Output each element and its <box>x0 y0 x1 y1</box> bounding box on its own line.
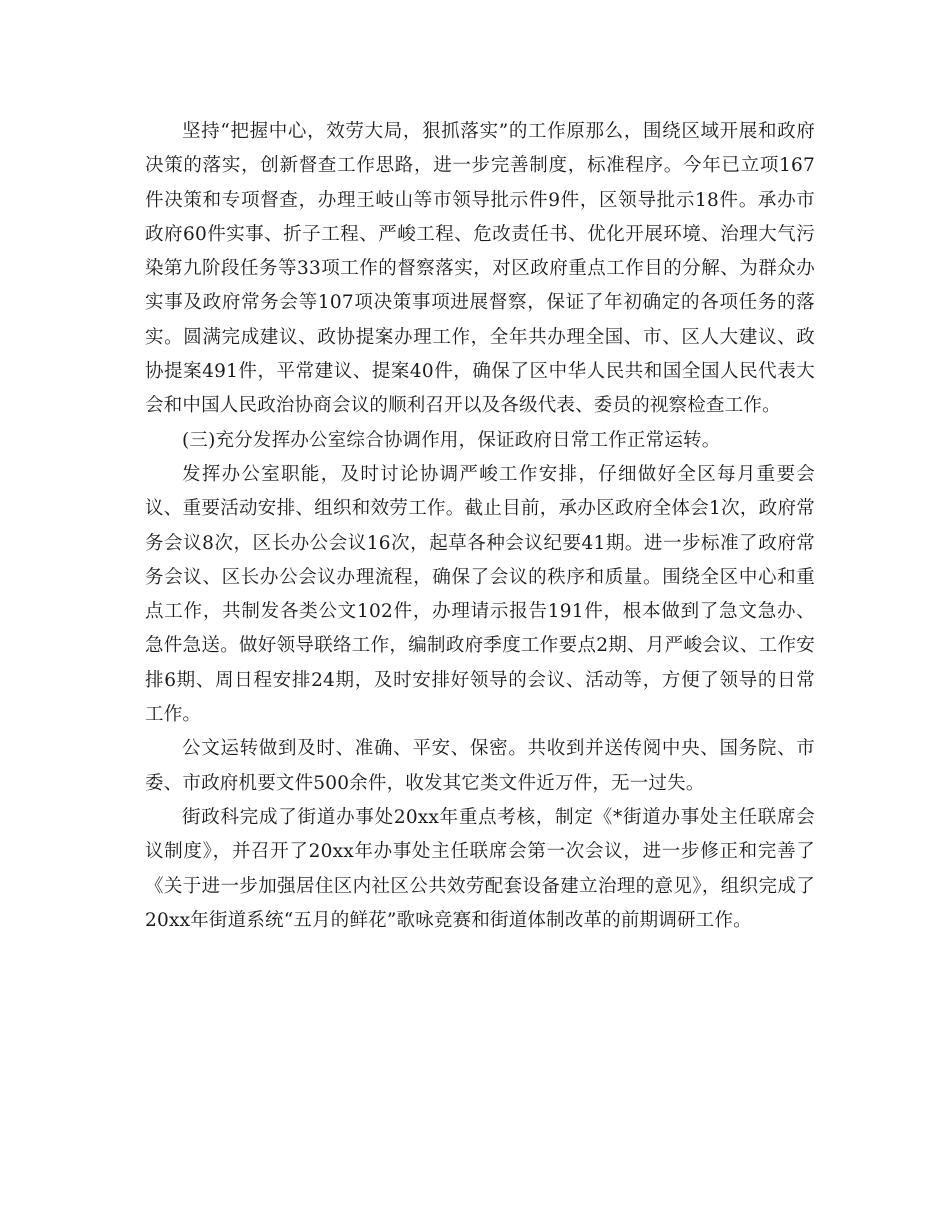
section-heading-3: (三)充分发挥办公室综合协调作用，保证政府日常工作正常运转。 <box>182 429 721 451</box>
paragraph-document-handling: 公文运转做到及时、准确、平安、保密。共收到并送传阅中央、国务院、市委、市政府机要文件500余件，收发其它类文件近万件，无一过失。 <box>145 738 815 794</box>
paragraph-supervision: 坚持“把握中心，效劳大局，狠抓落实”的工作原那么，围绕区域开展和政府决策的落实，创新督查工作思路，进一步完善制度，标准程序。今年已立项167件决策和专项督查，办理王岐山等市领导批示件9件，区领导批示18件。承办市政府60件实事、折子工程、严峻工程、危改责任书、优化开展环境、治理大气污染第九阶段任务等33项工作的督察落实，对区政府重点工作目的分解、为群众办实事及政府常务会等107项决策事项进展督察，保证了年初确定的各项任务的落实。圆满完成建议、政协提案办理工作，全年共办理全国、市、区人大建议、政协提案491件，平常建议、提案40件，确保了区中华人民共和国全国人民代表大会和中国人民政治协商会议的顺利召开以及各级代表、委员的视察检查工作。 <box>145 121 815 417</box>
document-body <box>145 115 815 938</box>
paragraph-coordination: 发挥办公室职能，及时讨论协调严峻工作安排，仔细做好全区每月重要会议、重要活动安排、组织和效劳工作。截止目前，承办区政府全体会1次，政府常务会议8次，区长办公会议16次，起草各种会议纪要41期。进一步标准了政府常务会议、区长办公会议办理流程，确保了会议的秩序和质量。围绕全区中心和重点工作，共制发各类公文102件，办理请示报告191件，根本做到了急文急办、急件急送。做好领导联络工作，编制政府季度工作要点2期、月严峻会议、工作安排6期、周日程安排24期，及时安排好领导的会议、活动等，方便了领导的日常工作。 <box>145 463 815 726</box>
paragraph-street-affairs: 街政科完成了街道办事处20xx年重点考核，制定《*街道办事处主任联席会议制度》，并召开了20xx年办事处主任联席会第一次会议，进一步修正和完善了《关于进一步加强居住区内社区公共效劳配套设备建立治理的意见》，组织完成了20xx年街道系统“五月的鲜花”歌咏竞赛和街道体制改革的前期调研工作。 <box>145 806 815 931</box>
